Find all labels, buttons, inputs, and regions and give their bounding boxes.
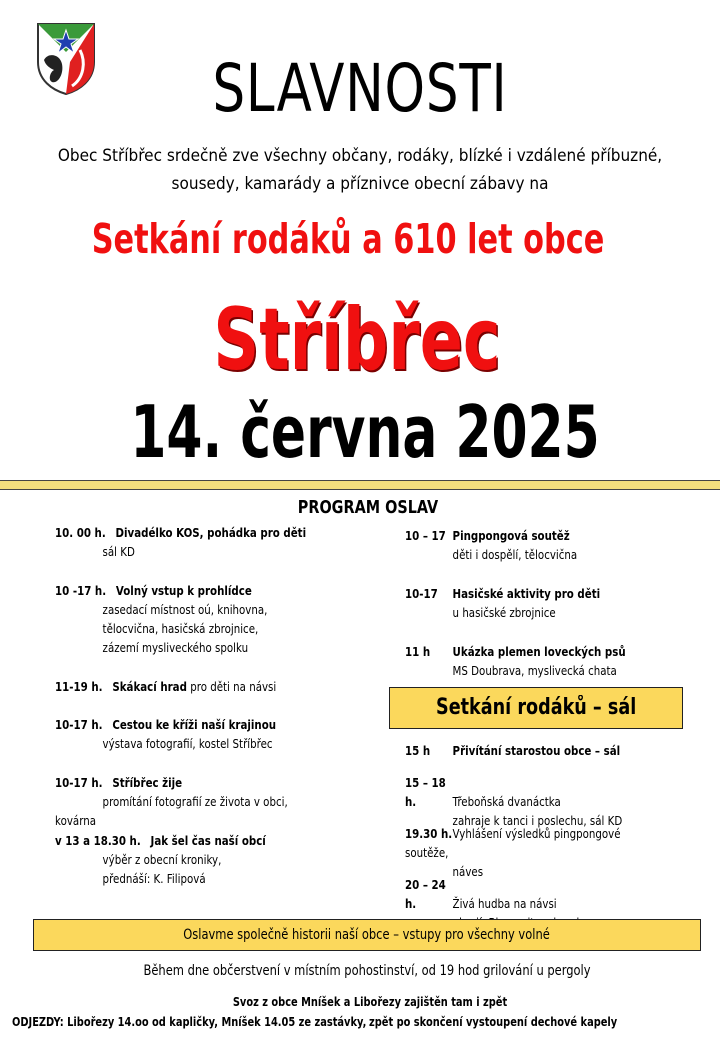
list-item bbox=[55, 831, 385, 891]
item-line: sál KD bbox=[102, 544, 135, 559]
item-time: 15 – 18 h. bbox=[405, 775, 446, 809]
page-title: SLAVNOSTI bbox=[212, 50, 508, 127]
item-time: 10-17 h. bbox=[55, 717, 103, 732]
banner-text: Oslavme společně historii naší obce – vstupy pro všechny volné bbox=[183, 927, 551, 943]
item-title: Jak šel čas naší obcí bbox=[150, 833, 266, 848]
list-item bbox=[405, 824, 705, 879]
list-item bbox=[405, 773, 705, 828]
item-time: 10 -17 h. bbox=[55, 583, 107, 598]
item-line: výběr z obecní kroniky, bbox=[102, 852, 222, 867]
list-item bbox=[405, 526, 705, 584]
item-time: 10 – 17 bbox=[405, 528, 446, 543]
item-title: Stříbřec žije bbox=[112, 775, 183, 790]
reunion-heading-box bbox=[389, 687, 683, 729]
item-title: Pingpongová soutěž bbox=[452, 528, 570, 543]
item-time: 11 h bbox=[405, 644, 431, 659]
transport-note: Svoz z obce Mníšek a Libořezy zajištěn tam i zpět bbox=[232, 995, 508, 1009]
item-time: 11-19 h. bbox=[55, 679, 103, 694]
list-item bbox=[405, 741, 705, 773]
event-date: 14. června 2025 bbox=[130, 390, 600, 474]
item-line: promítání fotografií ze života v obci, kovárna bbox=[55, 794, 288, 828]
item-line: přednáší: K. Filipová bbox=[102, 871, 206, 886]
item-time: 10. 00 h. bbox=[55, 525, 106, 540]
item-time: 20 – 24 h. bbox=[405, 877, 446, 911]
item-line: výstava fotografií, kostel Stříbřec bbox=[102, 736, 273, 751]
list-item bbox=[55, 773, 385, 831]
item-time: 10-17 h. bbox=[55, 775, 103, 790]
reunion-heading: Setkání rodáků – sál bbox=[435, 695, 637, 720]
item-line: tělocvična, hasičská zbrojnice, bbox=[102, 621, 259, 636]
item-title: Volný vstup k prohlídce bbox=[115, 583, 252, 598]
list-item bbox=[405, 875, 705, 915]
item-line: MS Doubrava, myslivecká chata bbox=[452, 663, 617, 678]
item-title: Skákací hrad bbox=[112, 679, 187, 694]
item-title: Divadélko KOS, pohádka pro děti bbox=[115, 525, 307, 540]
event-subtitle: Setkání rodáků a 610 let obce bbox=[91, 215, 605, 263]
return-note: zpět po skončení vystoupení dechové kapely bbox=[369, 1015, 618, 1029]
item-title: Cestou ke kříži naší krajinou bbox=[112, 717, 277, 732]
hall-program bbox=[405, 741, 705, 915]
invitation-line-2: sousedy, kamarády a příznivce obecní zábavy na bbox=[171, 174, 549, 194]
divider-rule bbox=[0, 480, 720, 490]
departures-note: ODJEZDY: Libořezy 14.oo od kapličky, Mníšek 14.05 ze zastávky, bbox=[12, 1015, 367, 1029]
item-time: 15 h bbox=[405, 743, 431, 758]
list-item bbox=[405, 584, 705, 642]
program-left-column bbox=[55, 523, 385, 891]
item-title: Třeboňská dvanáctka bbox=[452, 794, 561, 809]
item-time: v 13 a 18.30 h. bbox=[55, 833, 141, 848]
item-title: Ukázka plemen loveckých psů bbox=[452, 644, 626, 659]
item-line: u hasičské zbrojnice bbox=[452, 605, 556, 620]
program-right-column bbox=[405, 526, 705, 682]
item-line: zázemí mysliveckého spolku bbox=[102, 640, 249, 655]
item-title: Hasičské aktivity pro děti bbox=[452, 586, 601, 601]
invitation-line-1: Obec Stříbřec srdečně zve všechny občany, rodáky, blízké i vzdálené příbuzné, bbox=[57, 146, 663, 166]
item-title: Vyhlášení výsledků pingpongové soutěže, bbox=[405, 826, 621, 860]
item-title-rest: pro děti na návsi bbox=[186, 679, 277, 694]
village-name: Stříbřec bbox=[213, 290, 501, 390]
item-line: děti i dospělí, tělocvična bbox=[452, 547, 578, 562]
free-entry-banner bbox=[33, 919, 701, 951]
item-time: 19.30 h. bbox=[405, 826, 453, 841]
item-line: náves bbox=[452, 864, 484, 879]
program-heading: PROGRAM OSLAV bbox=[297, 497, 439, 518]
list-item bbox=[55, 715, 385, 773]
item-title: Živá hudba na návsi bbox=[452, 896, 557, 911]
item-title: Přivítání starostou obce – sál bbox=[452, 743, 621, 758]
list-item bbox=[55, 677, 385, 715]
item-time: 10-17 bbox=[405, 586, 438, 601]
item-line: zahraje k tanci i poslechu, sál KD bbox=[452, 813, 623, 828]
list-item bbox=[55, 581, 385, 677]
refreshments-note: Během dne občerstvení v místním pohostinství, od 19 hod grilování u pergoly bbox=[143, 963, 591, 979]
list-item bbox=[55, 523, 385, 581]
item-line: zasedací místnost oú, knihovna, bbox=[102, 602, 268, 617]
list-item bbox=[405, 642, 705, 682]
